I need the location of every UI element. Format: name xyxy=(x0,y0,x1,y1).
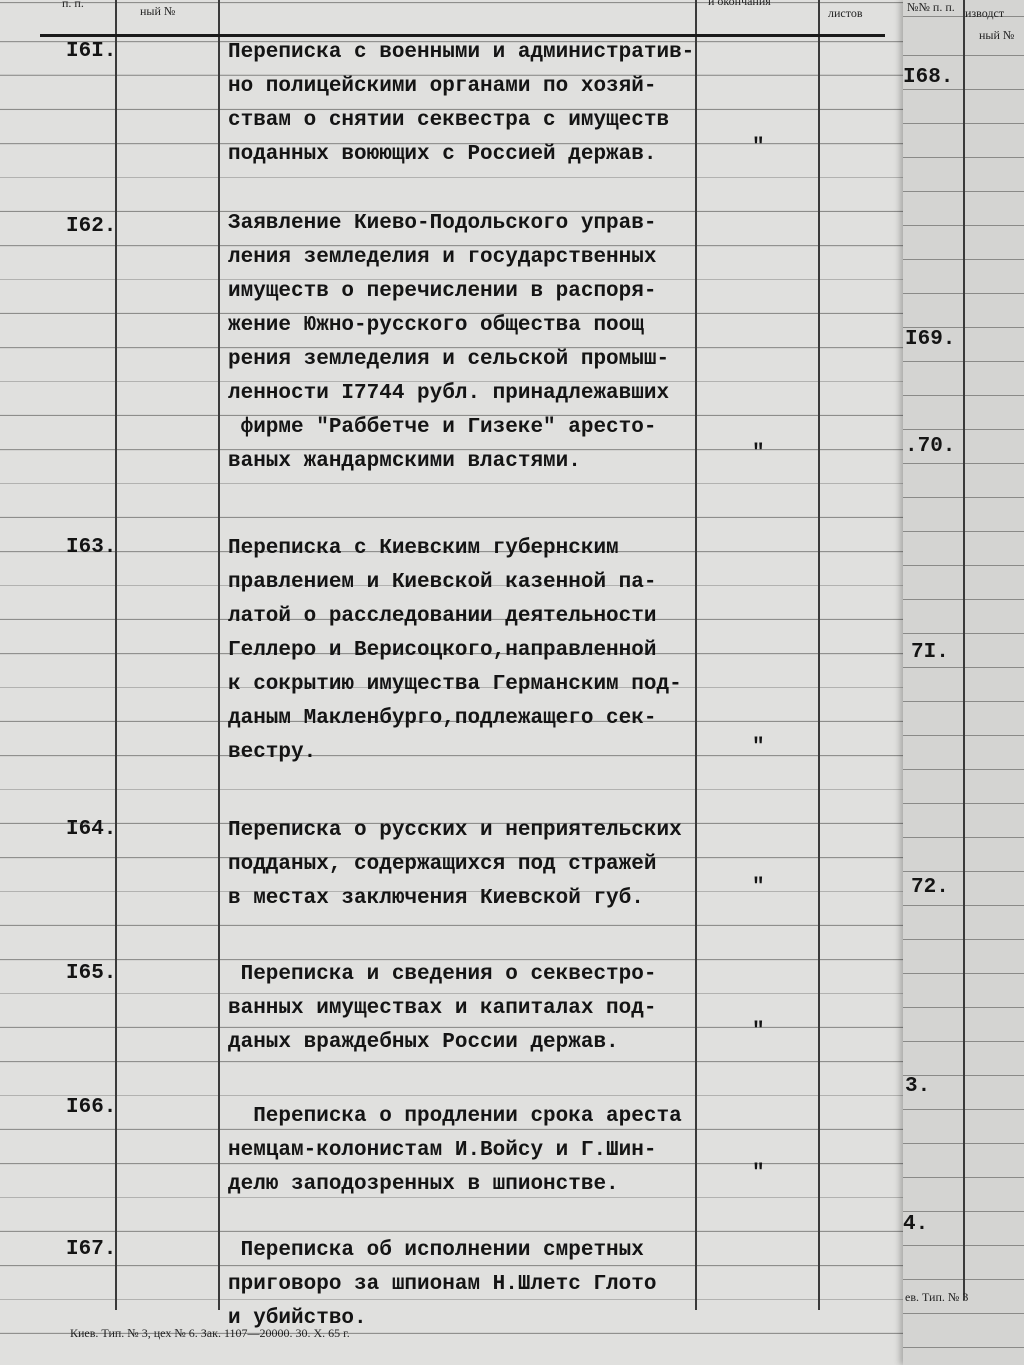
entry-text: Переписка и сведения о секвестро- ванных имуществах и капиталах под- даных враждебных России держав. xyxy=(228,963,657,1054)
ditto-mark: " xyxy=(752,1020,765,1043)
header-right-col-index: ный № xyxy=(979,28,1015,42)
header-col-index: ный № xyxy=(140,4,176,18)
entry-text: Переписка о продлении срока ареста немцам-колонистам И.Войсу и Г.Шин- делю заподозренных в шпионстве. xyxy=(228,1105,682,1196)
ditto-mark: " xyxy=(752,442,765,465)
entry-number: 4. xyxy=(903,1213,929,1236)
entry-text: Переписка с Киевским губернским правлением и Киевской казенной па- латой о расследовании деятельности Геллеро и Верисоцкого,направленной к сокрытию имущества Германским под- даным Макленбурго,подлежащего сек- вестру. xyxy=(228,537,682,764)
entry-number: I64. xyxy=(66,818,117,841)
entry-text: Заявление Киево-Подольского управ- ления земледелия и государственных имуществ о перечислении в распоря- жение Южно-русского общества поощ рения земледелия и сельской промыш- ленности I7744 рубл. принадлежавших фирме "Раббетче и Гизеке" аресто- ваных жандармскими властями. xyxy=(228,212,670,473)
ditto-mark: " xyxy=(752,1162,765,1185)
ditto-mark: " xyxy=(752,736,765,759)
entry-text: Переписка об исполнении смретных приговоро за шпионам Н.Шлетс Глото и убийство. xyxy=(228,1239,657,1330)
header-col-sheets: листов xyxy=(828,6,863,20)
entry-number: 3. xyxy=(905,1075,931,1098)
entry-number: I6I. xyxy=(66,40,117,63)
column-divider xyxy=(963,0,965,1300)
printer-imprint: ев. Тип. № 3 xyxy=(905,1290,969,1304)
entry-number: I68. xyxy=(903,66,954,89)
printer-imprint: Киев. Тип. № 3, цех № 6. Зак. 1107—20000. 30. X. 65 г. xyxy=(70,1326,350,1340)
column-divider xyxy=(695,0,697,1310)
column-divider xyxy=(818,0,820,1310)
header-col-dates: и окончания xyxy=(708,0,771,8)
entry-number: .70. xyxy=(905,435,956,458)
entry-text: Переписка с военными и административ- но полицейскими органами по хозяй- ствам о снятии секвестра с имуществ поданных воюющих с Россией держав. xyxy=(228,41,695,166)
adjacent-page xyxy=(903,0,1024,1365)
column-divider xyxy=(218,0,220,1310)
entry-text: Переписка о русских и неприятельских подданых, содержащихся под стражей в местах заключения Киевской губ. xyxy=(228,819,682,910)
entry-number: 72. xyxy=(911,876,949,899)
entry-number: I65. xyxy=(66,962,117,985)
header-right-col-index: изводст xyxy=(965,6,1005,20)
entry-number: 7I. xyxy=(911,641,949,664)
entry-number: I67. xyxy=(66,1238,117,1261)
entry-number: I63. xyxy=(66,536,117,559)
entry-number: I69. xyxy=(905,328,956,351)
ditto-mark: " xyxy=(752,136,765,159)
header-right-col-num: №№ п. п. xyxy=(907,0,955,14)
header-col-num: п. п. xyxy=(62,0,84,10)
entry-number: I62. xyxy=(66,215,117,238)
entry-number: I66. xyxy=(66,1096,117,1119)
ditto-mark: " xyxy=(752,876,765,899)
